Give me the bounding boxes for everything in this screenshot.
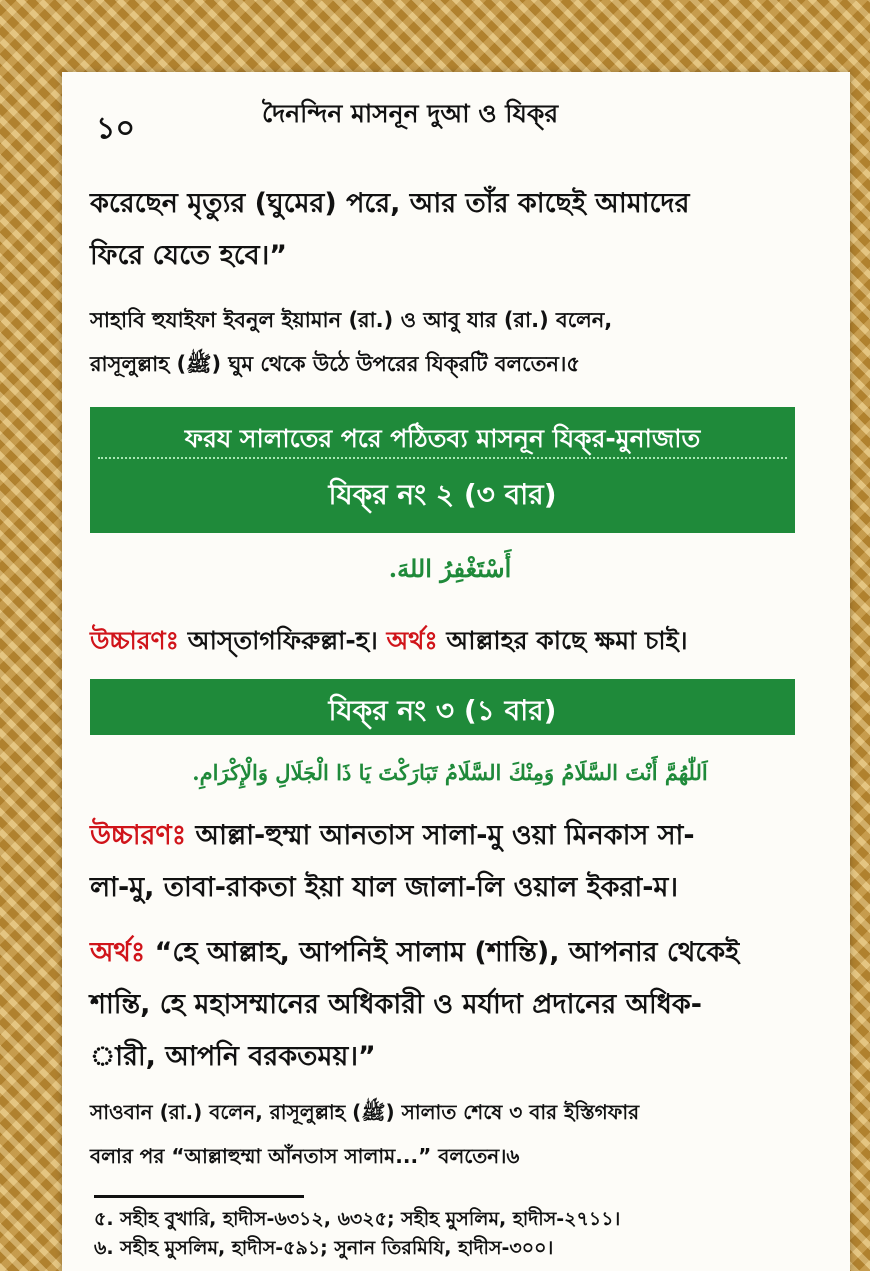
zikr2-pronunciation: আস্‌তাগফিরুল্লা-হ। (178, 626, 378, 655)
zikr2-heading: যিক্‌র নং ২ (৩ বার) (328, 478, 557, 511)
zikr3-arabic: اَللّٰهُمَّ أَنْتَ السَّلَامُ وَمِنْكَ السَّلَامُ تَبَارَكْتَ يَا ذَا الْجَلَالِ وَالْإِكْرَامِ. (192, 760, 708, 785)
book-page (62, 72, 850, 1271)
zikr3-pronunciation-line-2: লা-মু, তাবা-রাকতা ইয়া যাল জালা-লি ওয়াল ইকরা-ম। (90, 872, 679, 903)
note2-line-1: সাওবান (রা.) বলেন, রাসূলুল্লাহ (ﷺ) সালাত শেষে ৩ বার ইস্তিগফার (90, 1100, 640, 1124)
zikr3-meaning-line-2: শান্তি, হে মহাসম্মানের অধিকারী ও মর্যাদা প্রদানের অধিক- (90, 989, 702, 1020)
continuation-line-1: করেছেন মৃত্যুর (ঘুমের) পরে, আর তাঁর কাছেই আমাদের (90, 188, 690, 219)
footnote-5: ৫. সহীহ বুখারি, হাদীস-৬৩১২, ৬৩২৫; সহীহ মুসলিম, হাদীস-২৭১১। (94, 1208, 621, 1230)
hadith-note-1 (90, 298, 810, 386)
running-title: দৈনন্দিন মাসনূন দুআ ও যিক্‌র (262, 99, 559, 128)
section-title: ফরয সালাতের পরে পঠিতব্য মাসনূন যিক্‌র-মুনাজাত (98, 407, 787, 459)
zikr3-meaning-text-1: “হে আল্লাহ, আপনিই সালাম (শান্তি), আপনার থেকেই (145, 937, 740, 968)
footnote-rule (94, 1195, 304, 1198)
page-number: ১০ (96, 111, 135, 146)
zikr2-meaning-label: অর্থঃ (377, 626, 438, 655)
footnote-6: ৬. সহীহ মুসলিম, হাদীস-৫৯১; সুনান তিরমিযি, হাদীস-৩০০। (94, 1237, 554, 1259)
note1-line-2: রাসূলুল্লাহ (ﷺ) ঘুম থেকে উঠে উপরের যিক্‌রটি বলতেন।৫ (90, 352, 581, 376)
note1-line-1: সাহাবি হুযাইফা ইবনুল ইয়ামান (রা.) ও আবু যার (রা.) বলেন, (90, 308, 613, 332)
zikr2-arabic: أَسْتَغْفِرُ اللهَ. (388, 554, 512, 583)
zikr3-meaning-line-1 (90, 927, 810, 979)
continuation-line-2: ফিরে যেতে হবে।” (90, 240, 288, 271)
zikr3-meaning-line-3: ারী, আপনি বরকতময়।” (90, 1041, 376, 1072)
zikr3-heading: যিক্‌র নং ৩ (১ বার) (328, 694, 557, 727)
zikr3-meaning-block (90, 927, 810, 1083)
note2-line-2: বলার পর “আল্লাহুম্মা আঁনতাস সালাম...” বলতেন।৬ (90, 1144, 520, 1168)
zikr3-pronunciation-line-1 (90, 810, 810, 862)
zikr3-meaning-label: অর্থঃ (90, 937, 146, 968)
zikr3-banner (90, 679, 795, 735)
zikr3-pronunciation-label: উচ্চারণঃ (90, 820, 187, 851)
continuation-paragraph (90, 178, 810, 282)
section-banner (90, 407, 795, 533)
zikr2-pronunciation-label: উচ্চারণঃ (90, 626, 179, 655)
zikr3-pronunciation-text-1: আল্লা-হুম্মা আনতাস সালা-মু ওয়া মিনকাস সা- (186, 820, 695, 851)
page-header (62, 72, 850, 162)
zikr2-transliteration-meaning (90, 615, 810, 667)
zikr2-meaning: আল্লাহর কাছে ক্ষমা চাই। (437, 626, 688, 655)
zikr3-pronunciation-block (90, 810, 810, 914)
hadith-note-2 (90, 1090, 810, 1178)
